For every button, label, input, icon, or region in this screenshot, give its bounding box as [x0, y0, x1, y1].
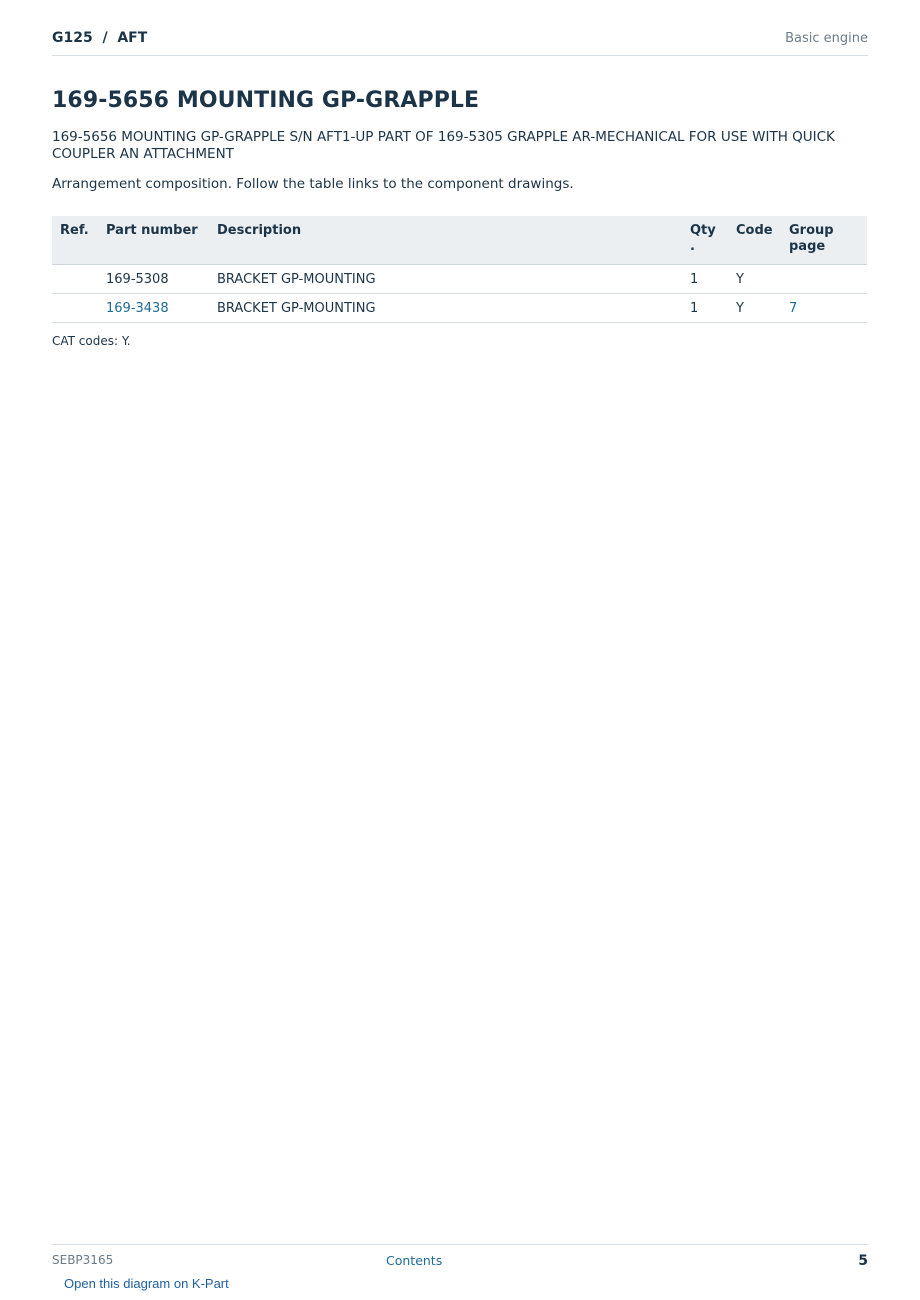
cell-code: Y: [728, 265, 781, 294]
group-page-link[interactable]: 7: [789, 300, 798, 316]
header-description: Description: [209, 216, 682, 265]
header-qty-line2: .: [690, 239, 695, 254]
cell-group-page: [781, 265, 867, 294]
cell-ref: [52, 294, 98, 323]
header-qty-line1: Qty: [690, 223, 716, 238]
page-title: 169-5656 MOUNTING GP-GRAPPLE: [52, 88, 480, 113]
parts-table: [52, 216, 867, 323]
cell-qty: 1: [682, 265, 728, 294]
breadcrumb: G125 / AFT: [52, 30, 148, 46]
table-row: [52, 265, 867, 294]
cell-part-number: [98, 294, 209, 323]
header-group-line2: page: [789, 239, 826, 254]
cat-codes-note: CAT codes: Y.: [52, 334, 131, 348]
header-part-number: Part number: [98, 216, 209, 265]
contents-link[interactable]: Contents: [386, 1253, 443, 1268]
table-row: [52, 294, 867, 323]
header-qty: [682, 216, 728, 265]
kpart-link[interactable]: Open this diagram on K-Part: [64, 1276, 229, 1291]
page-number: 5: [858, 1253, 868, 1269]
section-label: Basic engine: [785, 31, 868, 46]
cell-qty: 1: [682, 294, 728, 323]
cell-group-page: [781, 294, 867, 323]
header-code: Code: [728, 216, 781, 265]
cell-code: Y: [728, 294, 781, 323]
cell-description: BRACKET GP-MOUNTING: [209, 265, 682, 294]
intro-text: Arrangement composition. Follow the table links to the component drawings.: [52, 176, 574, 192]
header-group-line1: Group: [789, 223, 834, 238]
part-description: 169-5656 MOUNTING GP-GRAPPLE S/N AFT1-UP PART OF 169-5305 GRAPPLE AR-MECHANICAL FOR USE WITH QUICK COUPLER AN ATTACHMENT: [52, 129, 835, 162]
header-ref: Ref.: [52, 216, 98, 265]
cell-part-number: 169-5308: [98, 265, 209, 294]
part-number-link[interactable]: 169-3438: [106, 300, 169, 316]
document-id: SEBP3165: [52, 1253, 114, 1267]
cell-description: BRACKET GP-MOUNTING: [209, 294, 682, 323]
table-header-row: [52, 216, 867, 265]
page-header: [52, 28, 868, 56]
header-group-page: [781, 216, 867, 265]
cell-ref: [52, 265, 98, 294]
